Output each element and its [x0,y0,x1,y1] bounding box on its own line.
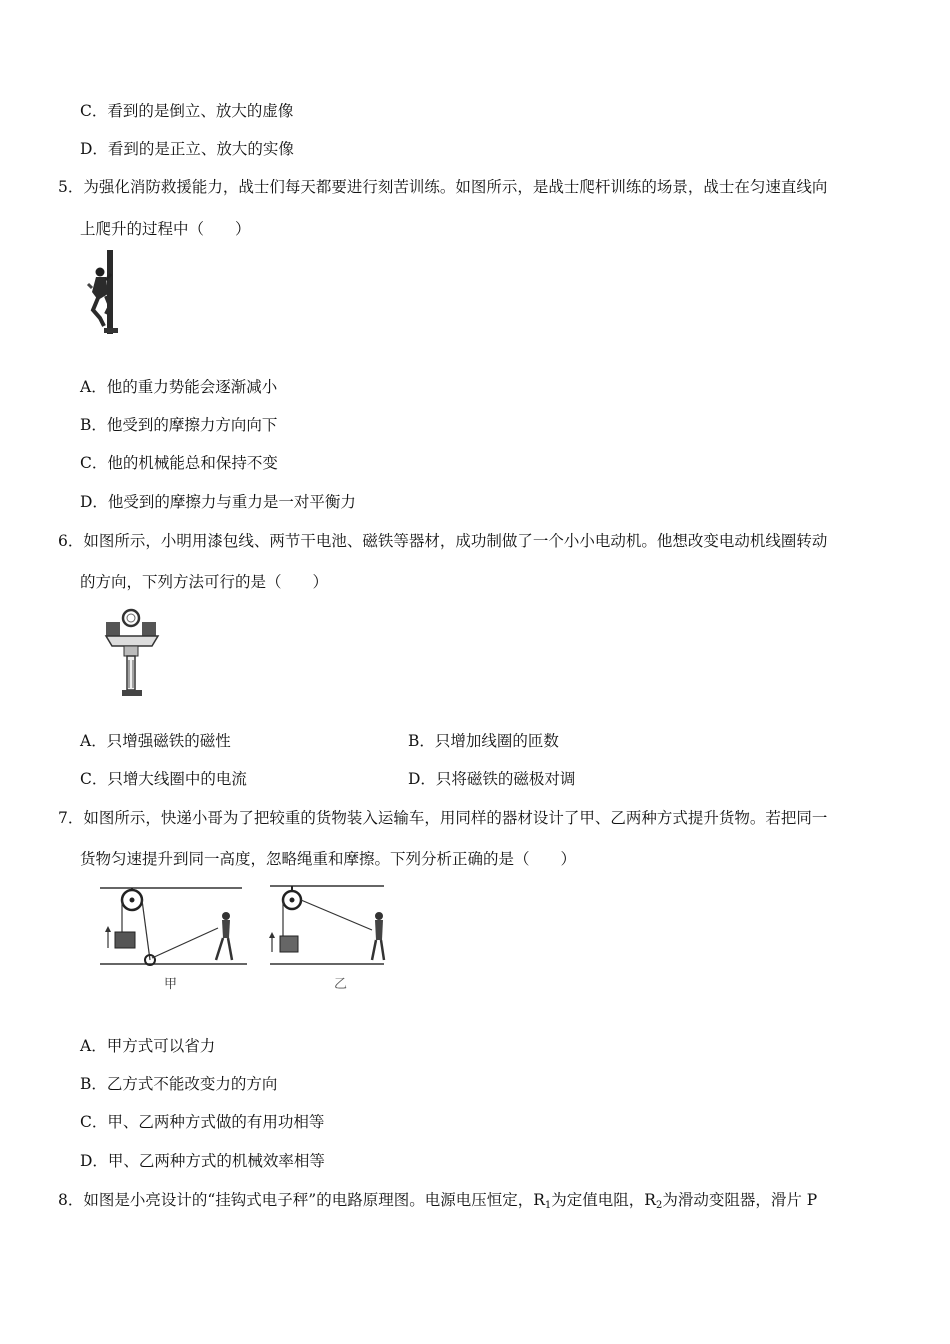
pulley-setup-a [100,888,247,965]
q7-option-a: A．甲方式可以省力 [80,1037,216,1055]
pulley-diagram [82,880,392,998]
r1-subscript: 1 [544,1200,552,1211]
q6-option-d: D．只将磁铁的磁极对调 [408,770,576,788]
pulley-label-a: 甲 [164,977,178,992]
q5-option-c: C．他的机械能总和保持不变 [80,454,278,472]
q4-option-d: D．看到的是正立、放大的实像 [80,140,294,158]
q6-stem-line1: 6．如图所示，小明用漆包线、两节干电池、磁铁等器材，成功制做了一个小小电动机。他想改变电动机线圈转动 [58,532,828,550]
q8-stem-part-a: 8．如图是小亮设计的“挂钩式电子秤”的电路原理图。电源电压恒定，R [58,1191,545,1209]
q5-stem-line1: 5．为强化消防救援能力，战士们每天都要进行刻苦训练。如图所示，是战士爬杆训练的场景，战士在匀速直线向 [58,178,828,196]
q6-option-b: B．只增加线圈的匝数 [408,732,559,750]
q8-stem-line1 [58,1190,817,1216]
electric-motor-figure [100,606,164,700]
q8-stem-part-c: 为滑动变阻器，滑片 P [662,1191,818,1209]
q5-option-b: B．他受到的摩擦力方向向下 [80,416,278,434]
pulley-setup-b [269,886,384,964]
q7-stem-line2: 货物匀速提升到同一高度，忽略绳重和摩擦。下列分析正确的是（ ） [80,850,577,868]
r2-subscript: 2 [655,1200,663,1211]
pole-climbing-figure [84,248,124,336]
q4-option-c: C．看到的是倒立、放大的虚像 [80,102,294,120]
q7-option-d: D．甲、乙两种方式的机械效率相等 [80,1152,325,1170]
q5-option-d: D．他受到的摩擦力与重力是一对平衡力 [80,493,356,511]
q5-stem-line2: 上爬升的过程中（ ） [80,220,251,238]
q5-option-a: A．他的重力势能会逐渐减小 [80,378,278,396]
q6-option-a: A．只增强磁铁的磁性 [80,732,231,750]
q7-option-b: B．乙方式不能改变力的方向 [80,1075,278,1093]
q8-stem-part-b: 为定值电阻，R [551,1191,656,1209]
pulley-label-b: 乙 [334,977,348,992]
q6-option-c: C．只增大线圈中的电流 [80,770,247,788]
q6-stem-line2: 的方向，下列方法可行的是（ ） [80,573,329,591]
q7-option-c: C．甲、乙两种方式做的有用功相等 [80,1113,325,1131]
q7-stem-line1: 7．如图所示，快递小哥为了把较重的货物装入运输车，用同样的器材设计了甲、乙两种方式提升货物。若把同一 [58,809,828,827]
